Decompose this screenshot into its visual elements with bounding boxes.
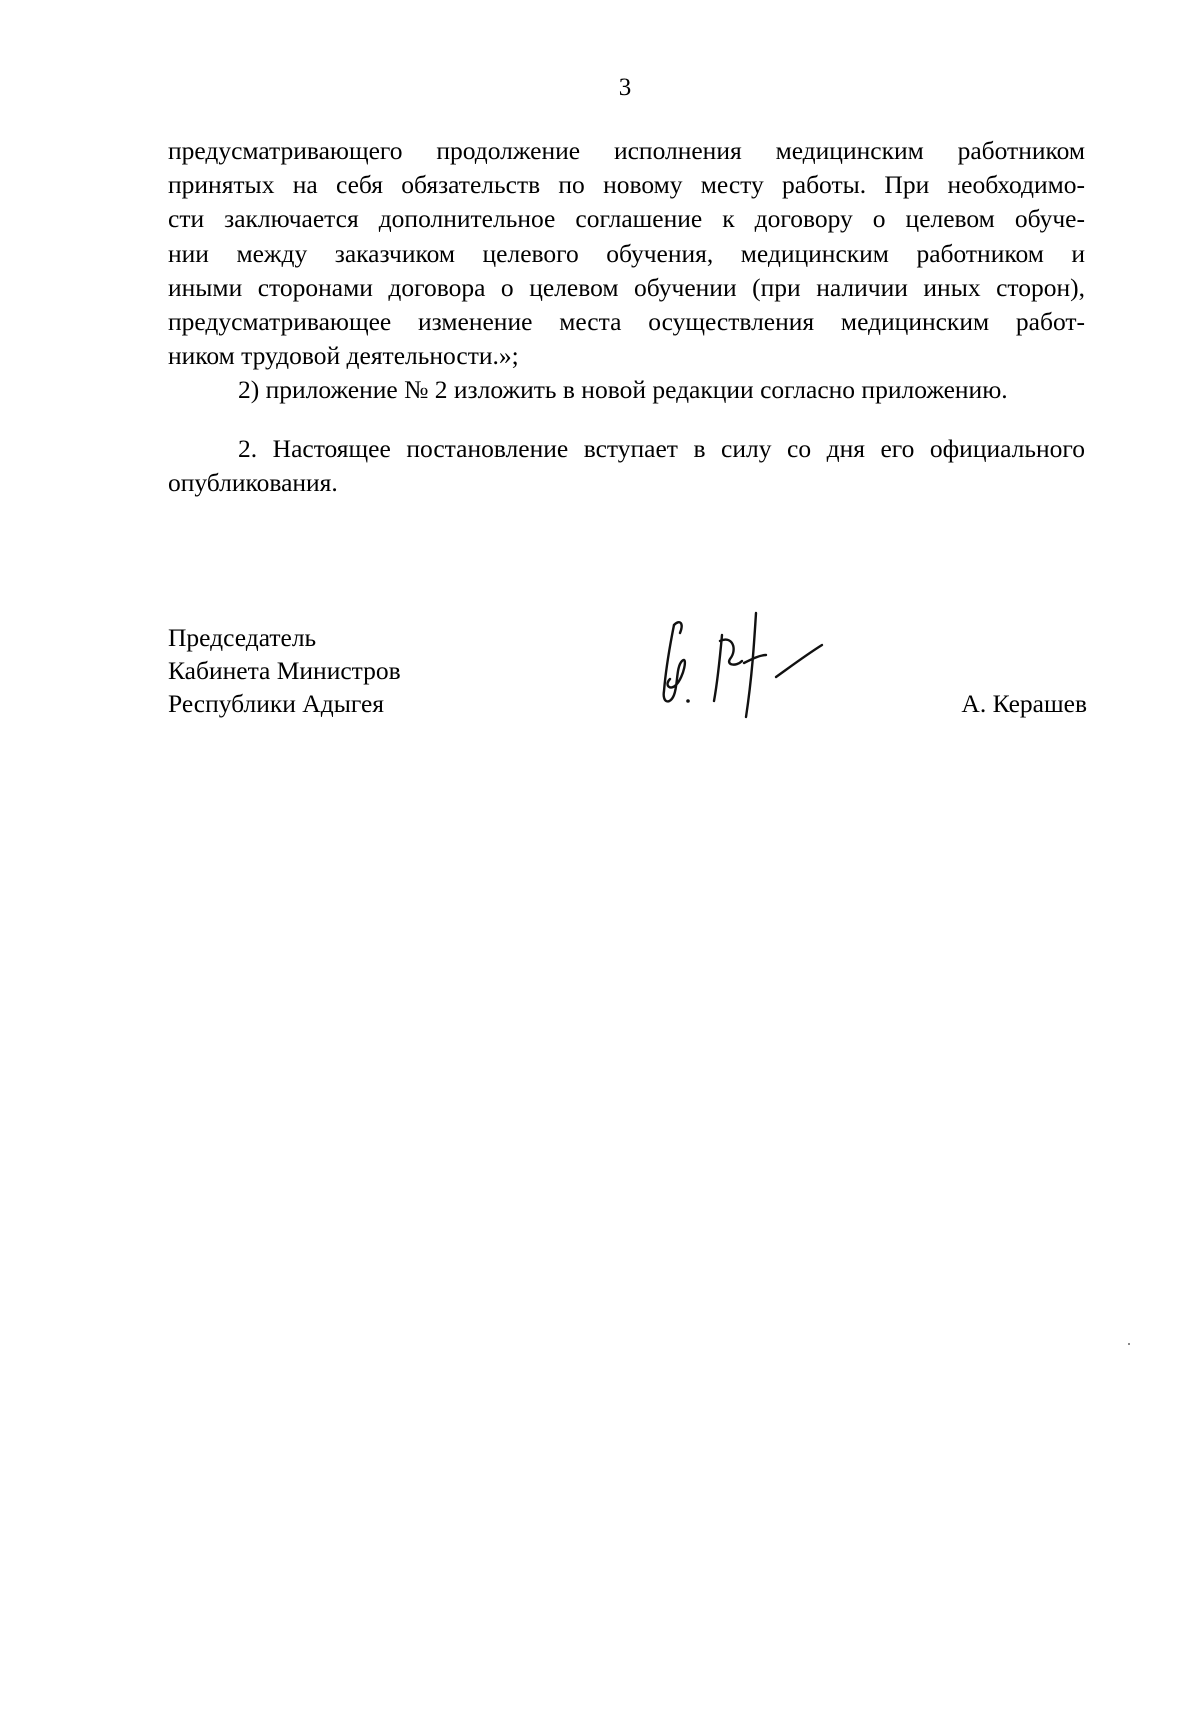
item-2-line: 2) приложение № 2 изложить в новой редакции согласно приложению. <box>238 375 1008 405</box>
paragraph-line: сти заключается дополнительное соглашение к договору о целевом обуче- <box>168 204 1085 234</box>
document-body <box>168 134 1085 500</box>
paragraph-line: иными сторонами договора о целевом обучении (при наличии иных сторон), <box>168 272 1085 302</box>
signatory-title-line: Республики Адыгея <box>168 689 384 718</box>
paragraph-spacer <box>168 408 1085 432</box>
signer-name: А. Керашев <box>961 689 1087 718</box>
handwritten-signature <box>640 605 830 720</box>
clause-2-line: опубликования. <box>168 467 338 497</box>
paragraph-line: нии между заказчиком целевого обучения, медицинским работником и <box>168 238 1085 268</box>
signatory-title-line: Председатель <box>168 623 317 652</box>
signatory-title-line: Кабинета Министров <box>168 656 401 685</box>
signatory-title <box>168 621 401 720</box>
scan-speck <box>1128 1343 1130 1345</box>
paragraph-line: принятых на себя обязательств по новому месту работы. При необходимо- <box>168 170 1085 200</box>
clause-2-line: 2. Настоящее постановление вступает в силу со дня его официального <box>238 433 1085 463</box>
page-number: 3 <box>618 74 632 101</box>
paragraph-line: ником трудовой деятельности.»; <box>168 341 519 371</box>
paragraph-line: предусматривающее изменение места осуществления медицинским работ- <box>168 307 1085 337</box>
paragraph-line: предусматривающего продолжение исполнения медицинским работником <box>168 136 1085 165</box>
